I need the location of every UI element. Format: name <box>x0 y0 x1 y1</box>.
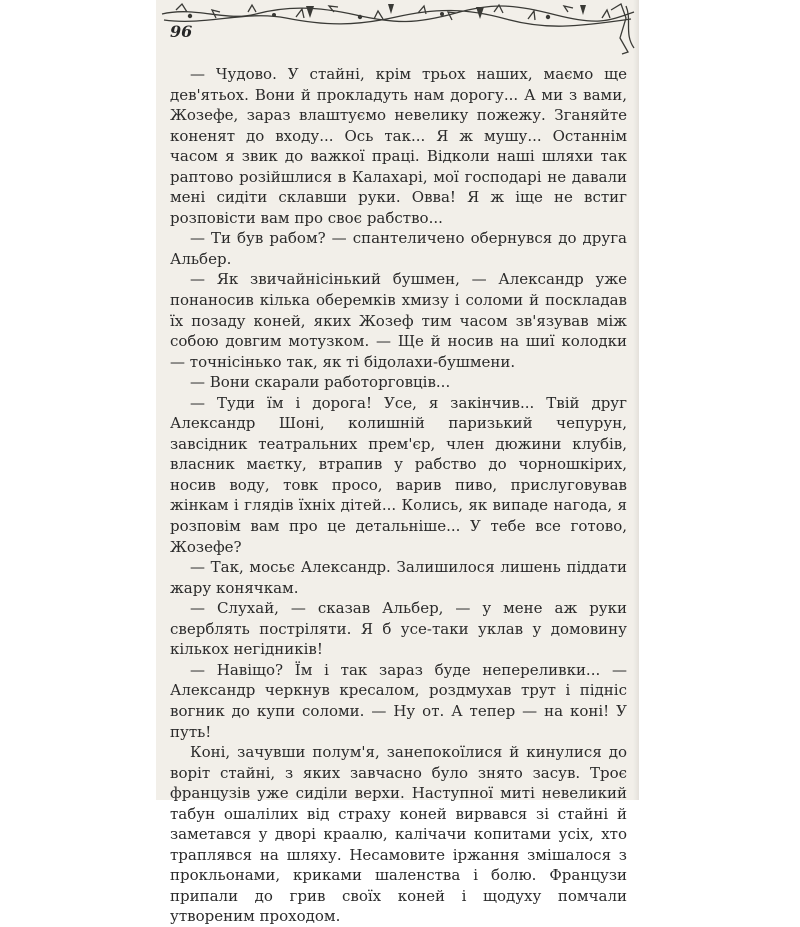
paragraph: — Слухай, — сказав Альбер, — у мене аж руки сверблять постріляти. Я б усе-таки уклав у домовину кількох негідників! <box>170 599 627 659</box>
paragraph: — Туди їм і дорога! Усе, я закінчив... Твій друг Александр Шоні, колишній паризький чепурун, завсідник театральних прем'єр, член дюжини клубів, власник маєтку, втрапив у рабство до чорношкірих, носив воду, товк просо, варив пиво, прислуговував жінкам і глядів їхніх дітей... Колись, як випаде нагода, я розповім вам про це детальніше... У тебе все готово, Жозефе? <box>170 393 627 556</box>
paragraph: — Чудово. У стайні, крім трьох наших, маємо ще дев'ятьох. Вони й прокладуть нам дорогу... А ми з вами, Жозефе, зараз влаштуємо невелику пожежу. Зганяйте коненят до входу... Ось так... Я ж мушу... Останнім часом я звик до важкої праці. Відколи наші шляхи так раптово розійшлися в Калахарі, мої господарі не давали мені сидіти склавши руки. Овва! Я ж іще не встиг розповісти вам про своє рабство... <box>170 65 627 227</box>
body-text <box>170 64 627 927</box>
paragraph: Коні, зачувши полум'я, занепокоїлися й кинулися до воріт стайні, з яких завчасно було знято засув. Троє французів уже сиділи верхи. Наступної миті невеликий табун ошалілих від страху коней вирвався зі стайні й заметався у дворі краалю, калічачи копитами усіх, хто траплявся на шляху. Несамовите іржання змішалося з прокльонами, криками шаленства і болю. Французи припали до грив своїх коней і щодуху помчали утвореним проходом. <box>170 743 627 926</box>
paragraph: — Ти був рабом? — спантеличено обернувся до друга Альбер. <box>170 229 627 268</box>
paragraph: — Як звичайнісінький бушмен, — Александр уже понаносив кілька оберемків хмизу і соломи й поскладав їх позаду коней, яких Жозеф тим часом зв'язував між собою довгим мотузком. — Ще й носив на шиї колодки — точнісінько так, як ті бідолахи-бушмени. <box>170 270 627 371</box>
paragraph: — Так, мосьє Александр. Залишилося лишень піддати жару конячкам. <box>170 558 627 597</box>
paragraph: — Вони скарали работорговців... <box>190 373 451 392</box>
page-edge-shadow <box>633 0 639 800</box>
book-page <box>156 0 639 926</box>
page-number: 96 <box>170 22 193 41</box>
header-ornament <box>156 0 639 60</box>
paragraph: — Навіщо? Їм і так зараз буде непереливки... — Александр черкнув кресалом, роздмухав трут і підніс вогник до купи соломи. — Ну от. А тепер — на коні! У путь! <box>170 660 627 741</box>
